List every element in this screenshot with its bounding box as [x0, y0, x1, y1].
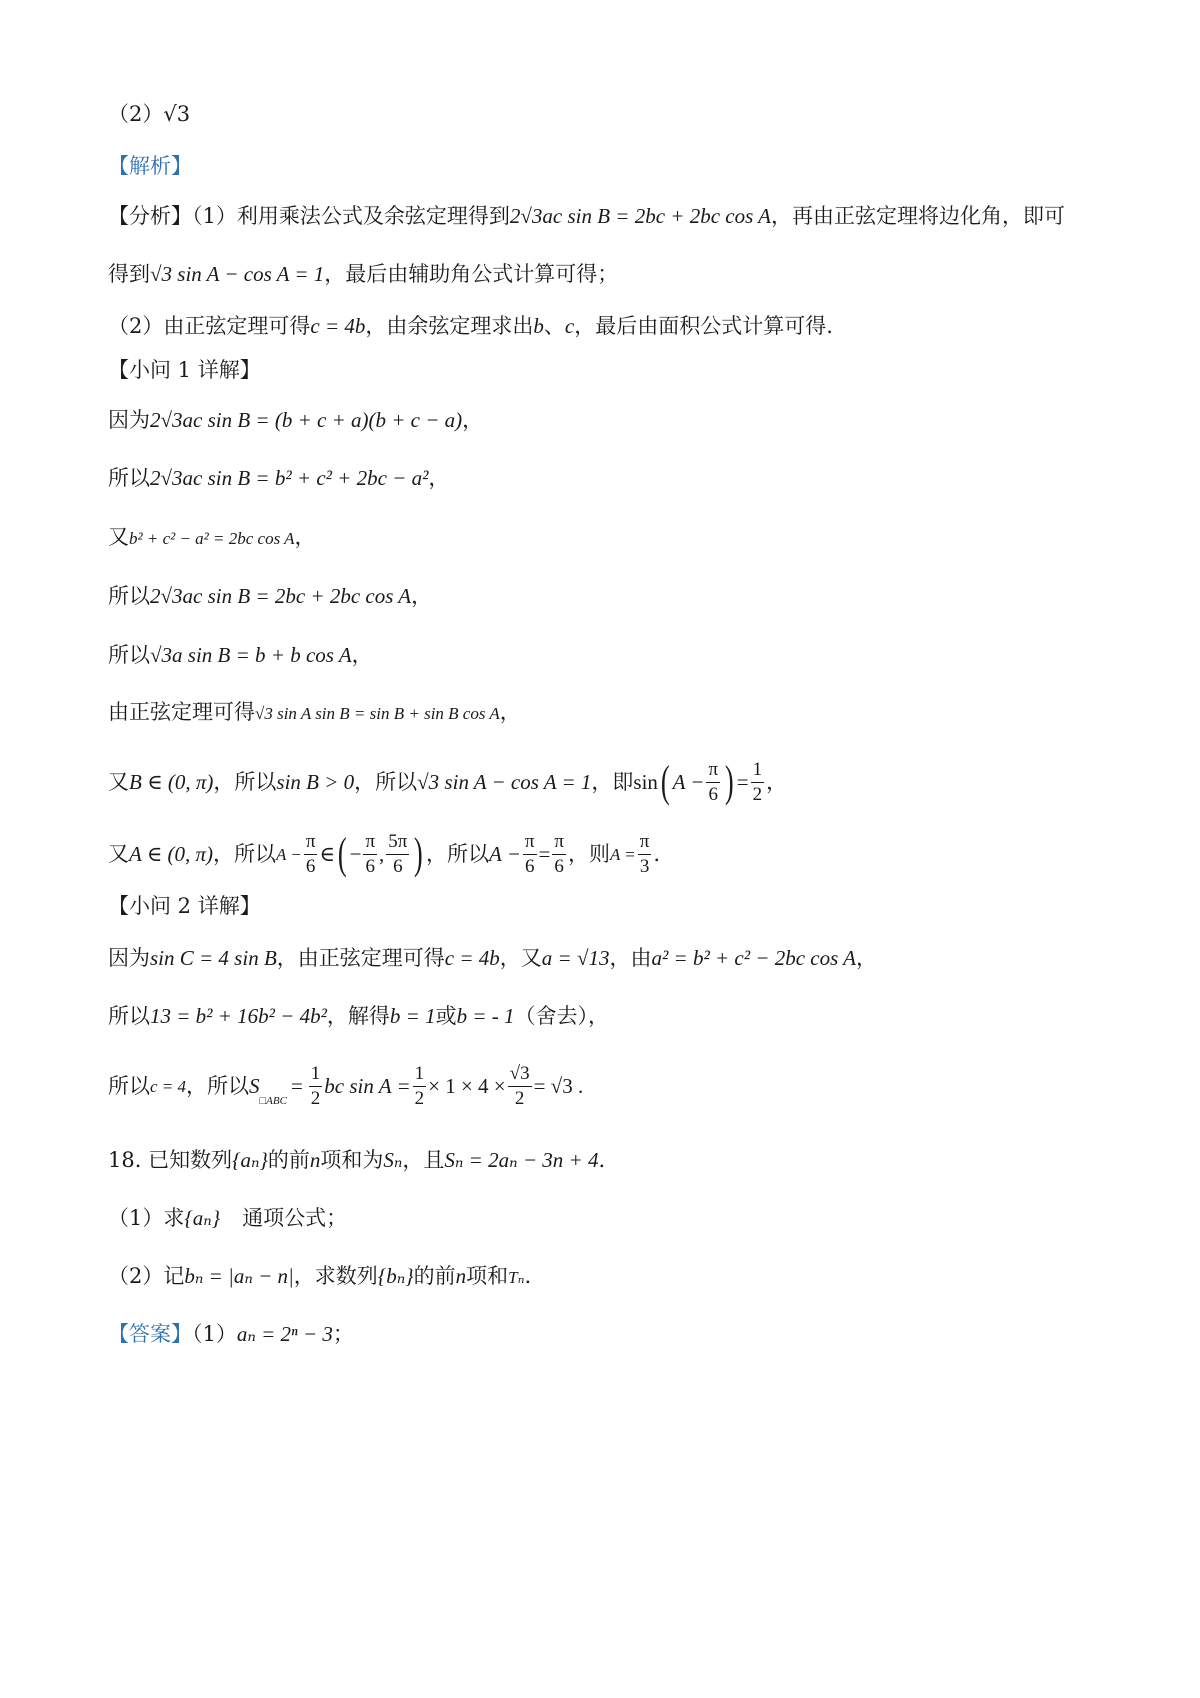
question-18-part1 [108, 1208, 347, 1229]
analysis-text: 得到 [108, 262, 150, 286]
math-variable: n [455, 1264, 467, 1288]
step-text: 因为 [108, 408, 150, 432]
math-expression: c = 4b [310, 314, 366, 338]
numerator: 5π [386, 832, 409, 855]
analysis-line-1 [108, 206, 1065, 227]
math-expression: √3 sin A − cos A = 1 [150, 262, 325, 286]
denominator: 2 [752, 783, 763, 805]
step-text: ，所以 [213, 841, 276, 866]
answer-text: （1） [192, 1322, 237, 1346]
step-text: 因为 [108, 946, 150, 970]
math-function: sin [633, 769, 658, 794]
fraction-one-half [751, 760, 765, 805]
question-text: 的前 [267, 1148, 310, 1172]
step-text: 所以 [108, 466, 150, 490]
punctuation: ， [855, 946, 877, 970]
question-text: 18. 已知数列 [108, 1148, 233, 1172]
element-of-sign: ∈ [319, 841, 335, 866]
numerator: 1 [309, 1064, 323, 1087]
analysis-line-3 [108, 316, 833, 337]
math-expression: sin B > 0 [276, 769, 355, 794]
denominator: 3 [639, 855, 650, 877]
step-2-2 [108, 1006, 609, 1027]
fraction-pi-over-6 [706, 760, 720, 805]
punctuation: ， [499, 700, 521, 724]
denominator: 6 [393, 855, 403, 877]
math-expression: c = 4b [444, 946, 500, 970]
numerator: π [304, 832, 318, 855]
step-text: 所以 [108, 1004, 150, 1028]
analysis-text: ，最后由辅助角公式计算可得； [324, 262, 619, 286]
math-expression: A − [489, 841, 521, 866]
math-expression: Sₙ [383, 1148, 403, 1172]
fraction-sqrt3-over-2 [508, 1064, 532, 1109]
area-symbol: S [249, 1073, 260, 1098]
question-text: 项和 [466, 1264, 509, 1288]
math-expression: {bₙ} [377, 1264, 414, 1288]
question-text: ，求数列 [293, 1264, 378, 1288]
punctuation: ； [332, 1322, 354, 1346]
punctuation: ， [462, 408, 484, 432]
math-expression: 2√3ac sin B = (b + c + a)(b + c − a) [150, 408, 463, 432]
numerator: π [638, 832, 652, 855]
numerator: π [523, 832, 537, 855]
question-text: 的前 [413, 1264, 456, 1288]
triangle-subscript: □ABC [259, 1094, 287, 1107]
question-text: 项和为 [320, 1148, 384, 1172]
fraction-one-half [413, 1064, 427, 1109]
punctuation: . [524, 1264, 532, 1288]
analysis-line-2 [108, 264, 618, 285]
equals-sign: = [290, 1073, 303, 1098]
math-expression: × 1 × 4 × [428, 1073, 506, 1098]
step-8 [108, 829, 661, 879]
step-text: ，则 [567, 841, 610, 866]
step-text: ，所以 [426, 841, 490, 866]
denominator: 2 [414, 1087, 425, 1109]
step-text: ，解得 [326, 1004, 390, 1028]
math-expression: 13 = b² + 16b² − 4b² [150, 1004, 327, 1028]
punctuation: ， [411, 584, 433, 608]
math-expression: 2√3ac sin B = 2bc + 2bc cos A [150, 584, 412, 608]
part2-header [108, 896, 261, 917]
math-expression: = √3 . [533, 1073, 584, 1098]
analysis-text: （2）由正弦定理可得 [108, 314, 311, 338]
step-text: ，所以 [354, 769, 418, 794]
section-label: 【解析】 [108, 154, 192, 178]
numerator: π [363, 832, 377, 855]
step-text: （舍去）， [514, 1004, 609, 1028]
denominator: 2 [514, 1087, 525, 1109]
right-paren: ) [724, 757, 734, 807]
denominator: 6 [305, 855, 316, 877]
step-2-3 [108, 1064, 583, 1109]
step-5 [108, 645, 373, 666]
punctuation: . [653, 841, 661, 866]
step-2 [108, 468, 449, 489]
step-text: 所以 [108, 1073, 150, 1098]
question-18 [108, 1150, 605, 1171]
math-variable: c [564, 314, 575, 338]
math-variable: n [309, 1148, 321, 1172]
step-7 [108, 757, 788, 807]
math-variable: b [533, 314, 544, 338]
left-paren: ( [660, 757, 670, 807]
math-expression: {aₙ} [184, 1206, 221, 1230]
fraction-one-half [309, 1064, 323, 1109]
punctuation: ， [766, 769, 788, 794]
math-expression: b = 1 [389, 1004, 436, 1028]
question-text: （2）记 [108, 1264, 185, 1288]
math-expression: sin C = 4 sin B [150, 946, 277, 970]
math-expression: A ∈ (0, π) [129, 841, 213, 866]
step-text: ，又 [499, 946, 542, 970]
math-expression: c = 4 [150, 1076, 187, 1096]
step-text: ，由 [609, 946, 652, 970]
step-text: 所以 [108, 584, 150, 608]
math-expression: √3 sin A − cos A = 1 [417, 769, 592, 794]
question-18-part2 [108, 1266, 531, 1287]
separator: 、 [543, 314, 565, 338]
analysis-text: ，由余弦定理求出 [365, 314, 534, 338]
denominator: 6 [365, 855, 375, 877]
punctuation: ， [294, 525, 316, 549]
math-expression: b = - 1 [456, 1004, 515, 1028]
question-text: ，且 [402, 1148, 445, 1172]
analysis-text: ，最后由面积公式计算可得. [574, 314, 833, 338]
numerator: √3 [508, 1064, 532, 1087]
math-expression: Tₙ [508, 1268, 525, 1287]
part1-header [108, 360, 261, 381]
step-1 [108, 410, 483, 431]
step-2-1 [108, 948, 877, 969]
step-text: 又 [108, 525, 129, 549]
math-expression: A = [609, 844, 636, 864]
step-text: ，所以 [186, 1073, 250, 1098]
minus-sign: − [349, 841, 362, 866]
equals-sign: = [736, 769, 749, 794]
fraction-5pi-over-6 [386, 832, 409, 877]
denominator: 6 [524, 855, 535, 877]
math-expression: B ∈ (0, π) [129, 769, 214, 794]
math-expression: 2√3ac sin B = b² + c² + 2bc − a² [150, 466, 429, 490]
analysis-label: 【分析】 [108, 204, 192, 228]
math-expression: √3 sin A sin B = sin B + sin B cos A [255, 704, 500, 723]
step-text: 又 [108, 769, 129, 794]
denominator: 2 [310, 1087, 321, 1109]
q17-answer-part2 [108, 104, 190, 125]
step-text: 或 [435, 1004, 457, 1028]
fraction-pi-over-6 [523, 832, 537, 877]
step-text: 所以 [108, 643, 150, 667]
analysis-text: （1）利用乘法公式及余弦定理得到 [192, 204, 510, 228]
step-6 [108, 702, 521, 723]
step-text: ，由正弦定理可得 [276, 946, 445, 970]
denominator: 6 [554, 855, 564, 877]
math-expression: a = √13 [541, 946, 610, 970]
right-paren: ) [414, 829, 424, 879]
math-expression: bc sin A = [324, 1073, 411, 1098]
step-text: ，即 [591, 769, 634, 794]
comma: , [379, 841, 385, 866]
analysis-header [108, 156, 192, 177]
step-3 [108, 527, 316, 548]
punctuation: . [598, 1148, 606, 1172]
math-expression: √3a sin B = b + b cos A [150, 643, 352, 667]
fraction-pi-over-3 [638, 832, 652, 877]
question-text: 通项公式； [242, 1206, 348, 1230]
step-text: 又 [108, 841, 129, 866]
math-expression: A − [276, 844, 302, 864]
math-expression: aₙ = 2ⁿ − 3 [236, 1322, 333, 1346]
numerator: 1 [751, 760, 765, 783]
fraction-pi-over-6 [552, 832, 566, 877]
answer-text: （2）√3 [108, 102, 191, 126]
punctuation: ， [351, 643, 373, 667]
math-expression: Sₙ = 2aₙ − 3n + 4 [444, 1148, 599, 1172]
analysis-text: ，再由正弦定理将边化角，即可 [770, 204, 1065, 228]
step-text: 由正弦定理可得 [108, 700, 255, 724]
math-expression: b² + c² − a² = 2bc cos A [129, 529, 295, 548]
denominator: 6 [708, 783, 719, 805]
answer-label: 【答案】 [108, 1322, 192, 1346]
math-expression: bₙ = |aₙ − n| [184, 1264, 294, 1288]
section-label: 【小问 2 详解】 [108, 894, 261, 918]
math-expression: 2√3ac sin B = 2bc + 2bc cos A [509, 204, 771, 228]
numerator: π [706, 760, 720, 783]
numerator: 1 [413, 1064, 427, 1087]
question-text: （1）求 [108, 1206, 185, 1230]
answer-line [108, 1324, 354, 1345]
fraction-pi-over-6 [304, 832, 318, 877]
step-4 [108, 586, 432, 607]
math-expression: A − [672, 769, 705, 794]
numerator: π [552, 832, 566, 855]
math-expression: a² = b² + c² − 2bc cos A [651, 946, 856, 970]
punctuation: ， [428, 466, 450, 490]
left-paren: ( [337, 829, 347, 879]
math-expression: {aₙ} [232, 1148, 268, 1172]
step-text: ，所以 [213, 769, 277, 794]
section-label: 【小问 1 详解】 [108, 358, 261, 382]
fraction-pi-over-6 [363, 832, 377, 877]
equals-sign: = [538, 841, 551, 866]
